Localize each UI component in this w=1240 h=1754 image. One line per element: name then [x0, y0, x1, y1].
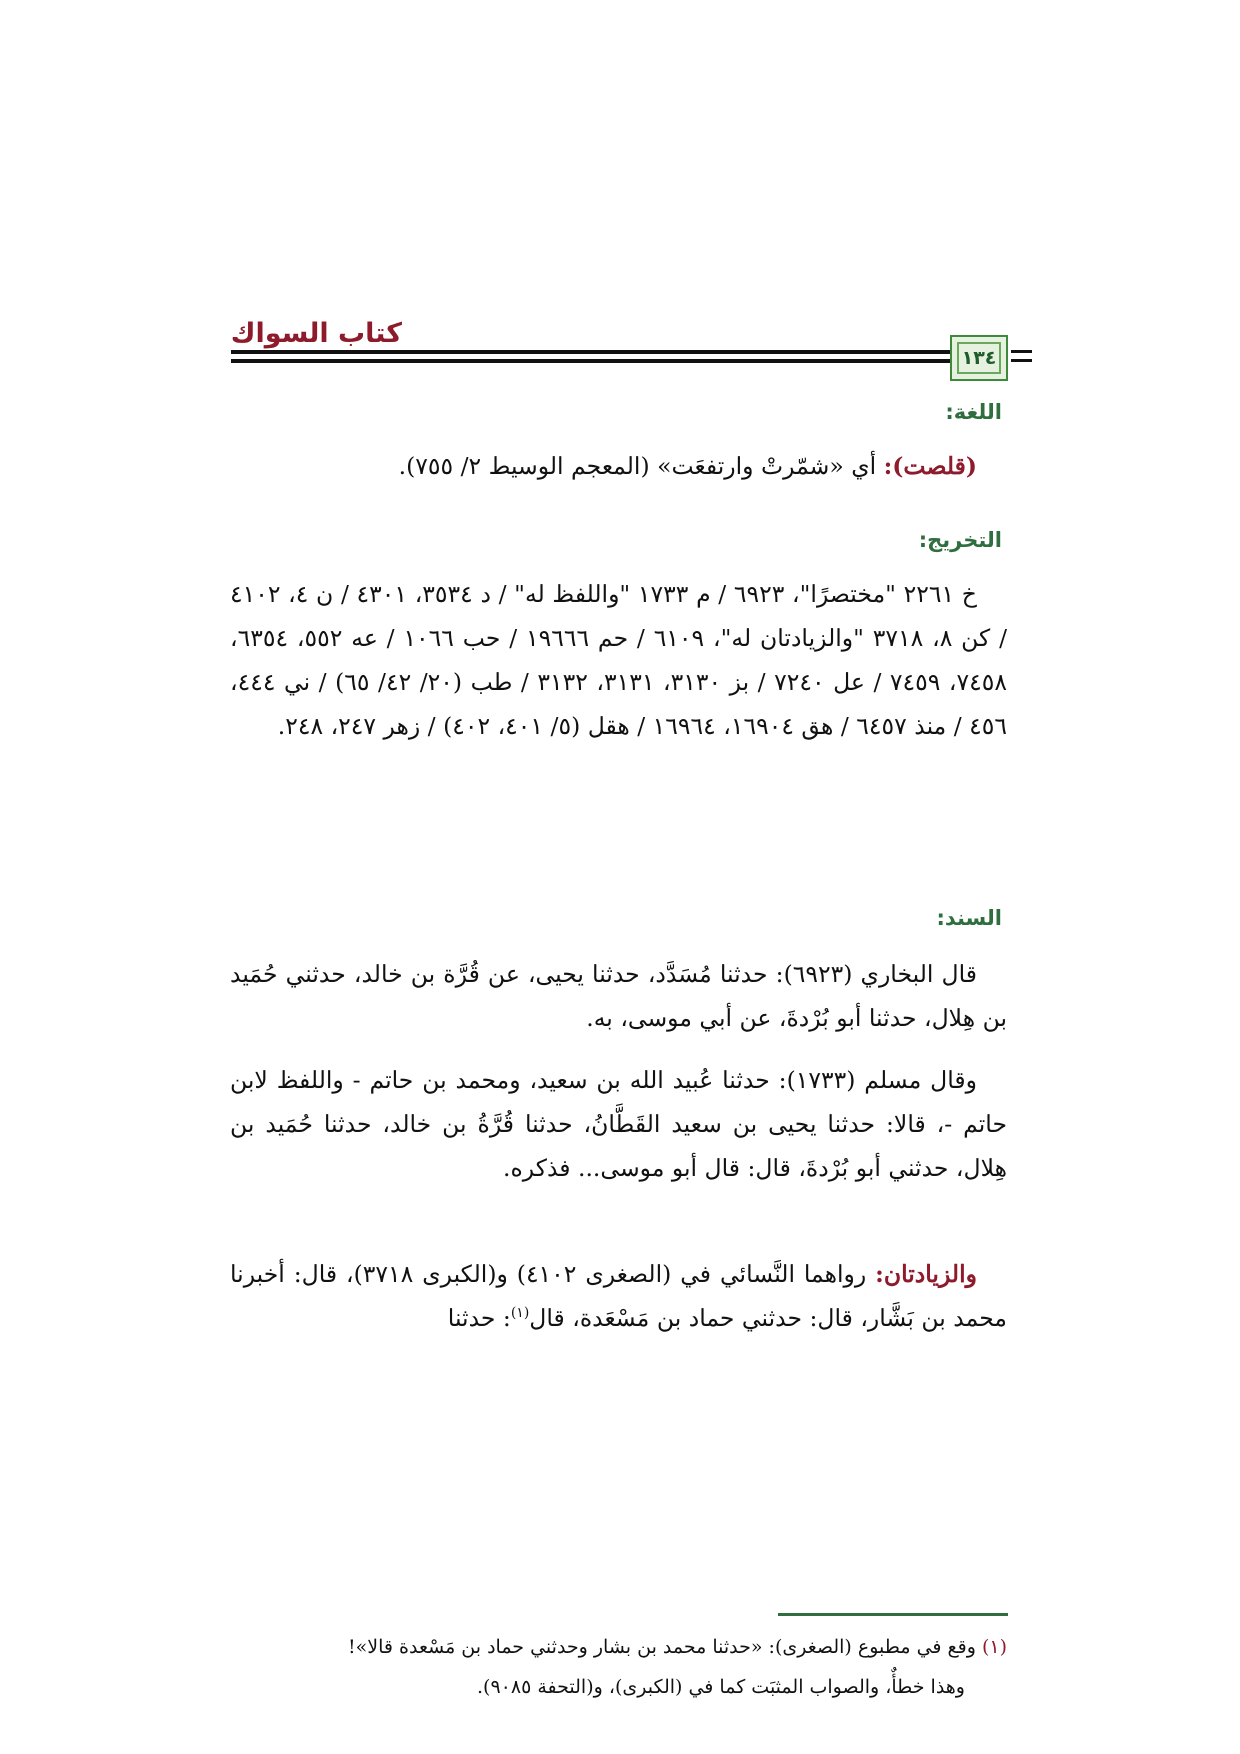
page-number: ١٣٤ [957, 342, 1001, 374]
sanad-heading: السند: [936, 906, 1002, 930]
takhrij-paragraph [230, 572, 1007, 748]
footnote-line-1: وقع في مطبوع (الصغرى): «حدثنا محمد بن بشار وحدثني حماد بن مَسْعدة قالا»! [348, 1636, 982, 1658]
page-number-frame [950, 335, 1008, 381]
sanad-paragraph-1 [230, 952, 1007, 1040]
footnote-number: (١) [981, 1636, 1007, 1658]
header-rule-top [231, 350, 1004, 354]
footnote [230, 1627, 1007, 1707]
ziyadatan-label: والزيادتان: [875, 1260, 977, 1288]
lugha-heading: اللغة: [945, 400, 1002, 424]
header-rule-end-bottom [1011, 359, 1032, 362]
footnote-reference[interactable]: (١) [510, 1305, 530, 1322]
footnote-separator [778, 1613, 1008, 1616]
qalasat-label: (قلصت): [883, 452, 977, 480]
header-rule-bottom [231, 359, 1004, 363]
sanad-text-2: وقال مسلم (١٧٣٣): حدثنا عُبيد الله بن سعيد، ومحمد بن حاتم - واللفظ لابن حاتم -، قالا: حدثنا يحيى بن سعيد القَطَّانُ، حدثنا قُرَّةُ بن خالد، حدثنا حُمَيد بن هِلال، حدثني أبو بُرْدةَ، قال: قال أبو موسى... فذكره. [230, 1066, 1007, 1182]
lugha-paragraph [230, 444, 1007, 488]
takhrij-text: خ ٢٢٦١ "مختصرًا"، ٦٩٢٣ / م ١٧٣٣ "واللفظ له" / د ٣٥٣٤، ٤٣٠١ / ن ٤، ٤١٠٢ / كن ٨، ٣٧١٨ "والزيادتان له"، ٦١٠٩ / حم ١٩٦٦٦ / حب ١٠٦٦ / عه ٥٥٢، ٦٣٥٤، ٧٤٥٨، ٧٤٥٩ / عل ٧٢٤٠ / بز ٣١٣٠، ٣١٣١، ٣١٣٢ / طب (٢٠/ ٤٢/ ٦٥) / ني ٤٤٤، ٤٥٦ / منذ ٦٤٥٧ / هق ١٦٩٠٤، ١٦٩٦٤ / هقل (٥/ ٤٠١، ٤٠٢) / زهر ٢٤٧، ٢٤٨. [230, 580, 1007, 740]
ziyadatan-text-a: رواهما النَّسائي في (الصغرى ٤١٠٢) و(الكبرى ٣٧١٨)، قال: أخبرنا محمد بن بَشَّار، قال: حدثني حماد بن مَسْعَدة، قال [230, 1260, 1007, 1332]
footnote-line-2: وهذا خطأٌ، والصواب المثبَت كما في (الكبرى)، و(التحفة ٩٠٨٥). [477, 1676, 965, 1698]
qalasat-text: أي «شمّرتْ وارتفعَت» (المعجم الوسيط ٢/ ٧٥٥). [398, 452, 884, 480]
ziyadatan-text-b: : حدثنا [447, 1304, 511, 1332]
sanad-paragraph-2 [230, 1058, 1007, 1190]
takhrij-heading: التخريج: [918, 528, 1002, 552]
ziyadatan-paragraph [230, 1252, 1007, 1340]
header-rule-end-top [1011, 350, 1032, 353]
sanad-text-1: قال البخاري (٦٩٢٣): حدثنا مُسَدَّد، حدثنا يحيى، عن قُرَّة بن خالد، حدثني حُمَيد بن هِلال، حدثنا أبو بُرْدةَ، عن أبي موسى، به. [230, 960, 1007, 1032]
book-title: كتاب السواك [230, 318, 402, 349]
